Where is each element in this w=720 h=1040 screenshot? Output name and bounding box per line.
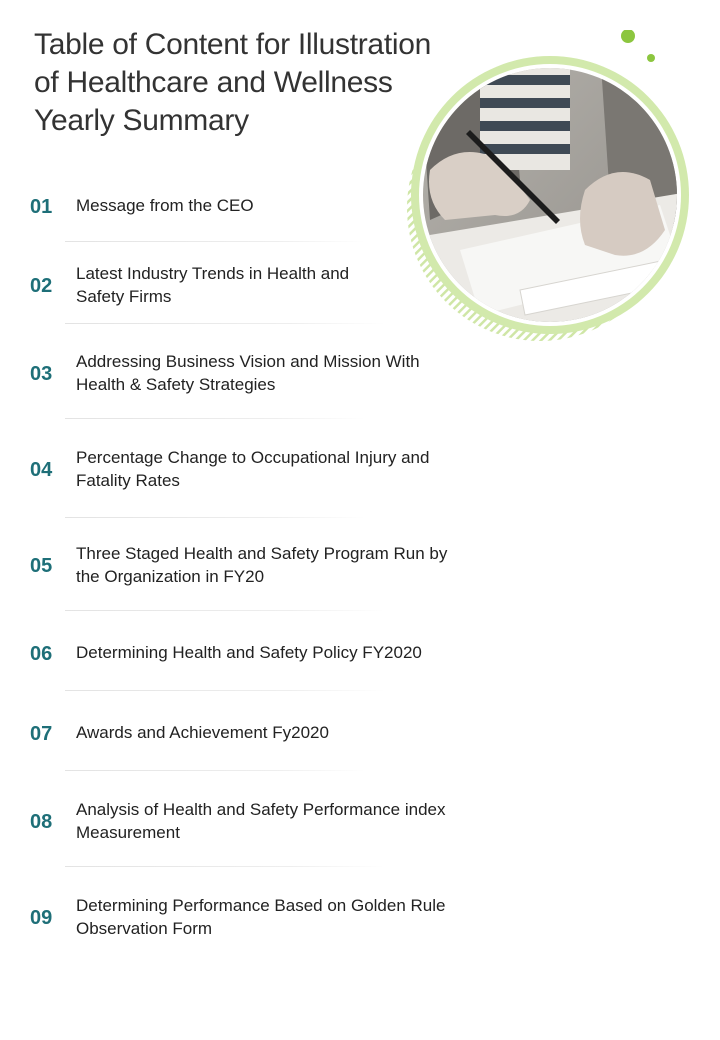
toc-label-line1: Determining Health and Safety Policy FY2020	[76, 643, 422, 662]
green-dot-small	[647, 54, 655, 62]
toc-label	[76, 262, 496, 308]
page-title	[34, 26, 454, 140]
toc-label-line1: Three Staged Health and Safety Program Run by	[76, 544, 448, 563]
toc-label	[76, 721, 496, 744]
divider	[65, 770, 365, 771]
toc-label-line1: Addressing Business Vision and Mission With	[76, 352, 420, 371]
title-line-1: Table of Content for Illustration	[34, 28, 431, 61]
toc-label-line2: Health & Safety Strategies	[76, 375, 276, 394]
toc-label-line1: Message from the CEO	[76, 196, 254, 215]
toc-label-line2: the Organization in FY20	[76, 567, 265, 586]
toc-label-line1: Latest Industry Trends in Health and	[76, 264, 350, 283]
toc-label-line1: Awards and Achievement Fy2020	[76, 723, 329, 742]
divider	[65, 690, 385, 691]
toc-label-line2: Safety Firms	[76, 287, 172, 306]
divider	[65, 517, 365, 518]
title-line-2: of Healthcare and Wellness	[34, 66, 393, 99]
toc-label	[76, 446, 496, 492]
toc-number: 03	[30, 363, 53, 385]
toc-label-line1: Percentage Change to Occupational Injury and	[76, 448, 430, 467]
toc-label-line2: Fatality Rates	[76, 471, 180, 490]
toc-label-line1: Determining Performance Based on Golden Rule	[76, 896, 446, 915]
toc-label	[76, 350, 496, 396]
toc-label-line2: Measurement	[76, 823, 180, 842]
toc-label	[76, 798, 496, 844]
toc-number: 06	[30, 643, 53, 665]
toc-number: 07	[30, 723, 53, 745]
toc-label	[76, 542, 496, 588]
green-dot-large	[621, 30, 635, 43]
toc-number: 05	[30, 555, 53, 577]
toc-number: 09	[30, 907, 53, 929]
divider	[65, 866, 385, 867]
toc-number: 01	[30, 196, 53, 218]
toc-label-line2: Observation Form	[76, 919, 213, 938]
divider	[65, 418, 365, 419]
toc-number: 04	[30, 459, 53, 481]
divider	[65, 323, 385, 324]
toc-label	[76, 894, 496, 940]
toc-label	[76, 641, 496, 664]
toc-label	[76, 194, 496, 217]
divider	[65, 610, 385, 611]
divider	[65, 241, 365, 242]
toc-label-line1: Analysis of Health and Safety Performance index	[76, 800, 446, 819]
toc-number: 08	[30, 811, 53, 833]
title-line-3: Yearly Summary	[34, 104, 249, 137]
toc-number: 02	[30, 275, 53, 297]
